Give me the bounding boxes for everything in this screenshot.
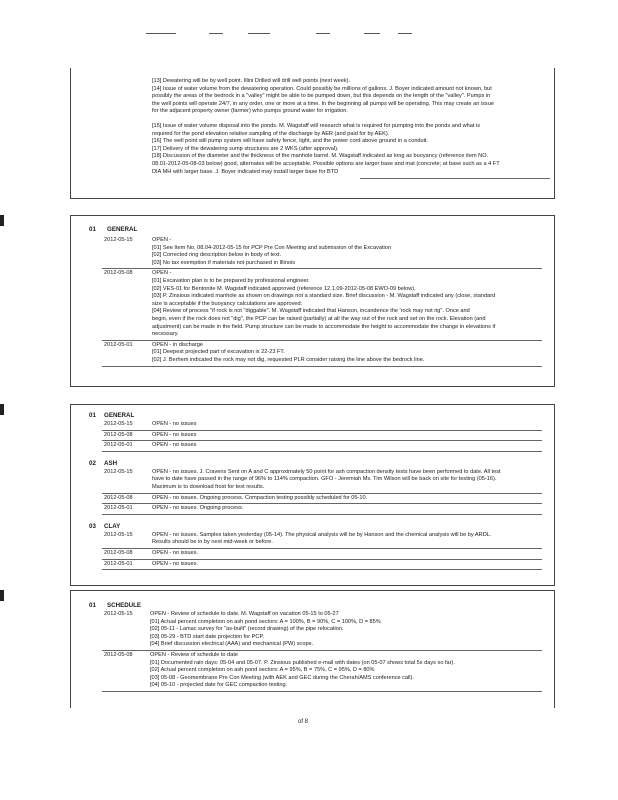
entry-line: begin, even if the rock does not "dig", the PCP can be raised (partially) at all the way out of the rock and set on the rock. Elevation (and [152,316,486,322]
entry-line: OPEN - no issues [152,421,197,427]
entry-rule [102,548,542,549]
entry-line: [03] P. Zinsious indicated manhole as shown on drawings not a standard size. Brief discussion - M. Wagstaff indicated any (close, standard [152,293,496,300]
entry-line: adjustment) can be made in the field. Pump structure can be made to accommodate the height to accommodate the change in elevations if [152,323,496,330]
entry-rule [102,440,542,441]
minutes-line: DIA MH with larger base. J. Boyer indicated may install larger base for BTD [152,168,339,175]
page-number: of 8 [298,719,309,725]
section-number: 02 [89,459,96,467]
section-number: 03 [89,522,96,530]
entry-line: [02] VES-01 for Bentonite M. Wagstaff indicated approved (reference 12.1.09-2012-05-08 EWO-09 below). [152,285,416,292]
entry-date: 2012-05-08 [104,550,133,556]
entry-date: 2012-05-01 [104,505,133,512]
minutes-line: [18] Discussion of the diameter and the thickness of the manhole barrel. M. Wagstaff indicated as long as buoyancy (reference item NO. [152,153,489,160]
entry-line: [02] 05-11 - Lamac survey for "as-built" (record drawing) of the pipe relocation. [150,626,344,633]
entry-line: [04] Review of process "if rock is not "diggable". M. Wagstaff indicated that Hanson, incandence the 'rock may not rig". Once and [152,308,470,315]
minutes-line: the well points will operate 24/7, in any order, one or more at a time. In the beginning all pumps will be operating. This may create an issue [152,100,494,107]
entry-date: 2012-05-08 [104,270,133,277]
entry-date: 2012-05-15 [104,468,133,475]
section-title: CLAY [104,522,121,530]
entry-line: [02] Corrected ring description below in body of text. [152,252,282,259]
entry-rule [102,268,542,269]
entry-line: OPEN - [152,270,172,277]
minutes-line: 08.01-2012-05-08-03 below) good, alternates will be acceptable. Possible options are larger base and mat (concrete; at base such as a 4 FT [152,161,500,167]
minutes-line: for the adjacent property owner (farmer) who pumps ground water for irrigation. [152,108,348,115]
header-rule [398,33,412,34]
entry-date: 2012-05-08 [104,494,133,501]
section-title: SCHEDULE [107,602,142,609]
entry-line: [03] 05-08 - Geomembrane Pre Con Meeting (with AEK and GEC during the Cherah/AMS conference call). [150,674,414,681]
entry-rule [102,569,542,570]
entry-rule [102,430,542,431]
section-title: GENERAL [104,412,135,419]
entry-line: necessary. [152,331,179,338]
entry-line: Results should be in by next mid-week or before. [152,539,273,546]
header-rule [209,33,223,34]
section-number: 01 [89,412,96,419]
entry-line: [01] Excavation plan is to be prepared by professional engineer. [152,278,310,284]
entry-date: 2012-05-08 [104,652,133,658]
section-number: 01 [89,602,96,609]
minutes-line: [16] The well point will pump system will have safety fence, light, and the power cord above ground in a conduit. [152,138,429,145]
header-rule [146,33,176,34]
entry-line: [02] J. Berhem indicated the rock may not dig, requested PLR consider raising the line above the bedrock line. [152,357,425,363]
entry-rule [102,514,542,515]
entry-line: OPEN - no issues. Ongoing process. [152,505,244,512]
minutes-line: [13] Dewatering will be by well point. Illini Drilled will drill well points (next week). [152,78,351,84]
entry-line: [01] Deepest projected part of excavation is 22-23 FT. [152,349,285,356]
section-title: GENERAL [107,226,138,233]
entry-rule [102,691,542,692]
entry-line: OPEN - Review of schedule to date. M. Wagstaff on vacation 05-15 to 05-27 [150,611,339,617]
entry-rule [102,503,542,504]
entry-rule [102,340,542,341]
minutes-line: possibly the areas of the bedrock in a "valley" might be able to be pumped down, but this depends on the length of the "valley". Pumps in [152,93,491,100]
entry-line: OPEN - no issues. Samples taken yesterday (05-14). The physical analysis will be by Hanson and the chemical analysis will be by ARDL. [152,531,492,538]
entry-line: OPEN - no issues [152,442,197,449]
entry-date: 2012-05-15 [104,531,133,538]
entry-date: 2012-05-15 [104,237,133,243]
entry-date: 2012-05-01 [104,560,133,567]
header-rule [316,33,330,34]
entry-line: OPEN - [152,237,172,243]
entry-line: OPEN - no issues. Ongoing process. Compaction testing possibly scheduled for 05-10. [152,494,368,501]
entry-line: OPEN - no issues [152,431,197,438]
entry-line: OPEN - Review of schedule to date [150,652,238,658]
item-rule [360,178,550,179]
entry-rule [102,650,542,651]
entry-line: [03] No tax exemption if materials not purchased in Illinois [152,259,296,266]
entry-date: 2012-05-15 [104,421,133,427]
entry-line: [03] 05-29 - BTD start date projection for PCP. [150,633,265,640]
minutes-line: [14] Issue of water volume from the dewatering operation. Could possibly be millions of gallons. J. Boyer indicated amount not known, but [152,85,492,92]
entry-line: [01] See Item No. 08.04-2012-05-15 for PCP Pre Con Meeting and submission of the Excavation [152,244,392,251]
entry-line: [02] Actual percent completion on ash pond sectors: A = 95%, B = 75%, C = 95%, D = 80% [150,667,375,674]
entry-rule [102,366,542,367]
minutes-line: [17] Delivery of the dewatering sump structures are 2 WKS (after approval). [152,145,339,152]
entry-line: size is acceptable if the buoyancy calculations are approved. [152,300,303,307]
entry-date: 2012-05-15 [104,611,133,617]
entry-rule [102,451,542,452]
entry-date: 2012-05-01 [104,341,133,348]
entry-line: OPEN - no issues. [152,560,199,567]
entry-line: OPEN - no issues. J. Cravens Sent on A and C approximately 50 point for ash compaction density tests have been performed to date. All test [152,468,501,475]
section-marker [0,590,4,601]
entry-line: Maximum is to download frost for test results. [152,484,265,490]
entry-line: [04] 05-10 - projected date for GEC compaction testing. [150,682,288,689]
header-rule [364,33,380,34]
entry-line: [01] Actual percent completion on ash pond sectors: A = 100%, B = 90%, C = 100%, D = 85% [150,618,381,625]
entry-rule [102,559,542,560]
section-marker [0,404,4,415]
section-number: 01 [89,226,96,233]
entry-line: OPEN - in discharge [152,341,203,348]
entry-line: [01] Documented rain days: 05-04 and 05-07. P. Zinsious published e-mail with dates (on 05-07 shows total 5x days so far). [150,659,455,666]
entry-date: 2012-05-01 [104,442,133,449]
entry-date: 2012-05-08 [104,431,133,438]
entry-line: [04] Brief discussion electrical (AAA) and mechanical (PW) scope. [150,641,314,648]
entry-rule [102,493,542,494]
minutes-line: required for the pond elevation relative sampling of the discharge by AER (and paid for by AEK). [152,130,390,137]
entry-line: have to date have passed in the range of 96% to 114% compaction. GFO - Jeremiah Ms. Tim Wilson will be back on site for testing (05-16). [152,476,497,483]
section-title: ASH [104,459,118,467]
minutes-line: [15] Issue of water volume disposal into the ponds. M. Wagstaff will research what is required for pumping into the ponds and what is [152,123,481,129]
header-rule [248,33,270,34]
entry-line: OPEN - no issues. [152,550,199,556]
section-marker [0,215,4,226]
